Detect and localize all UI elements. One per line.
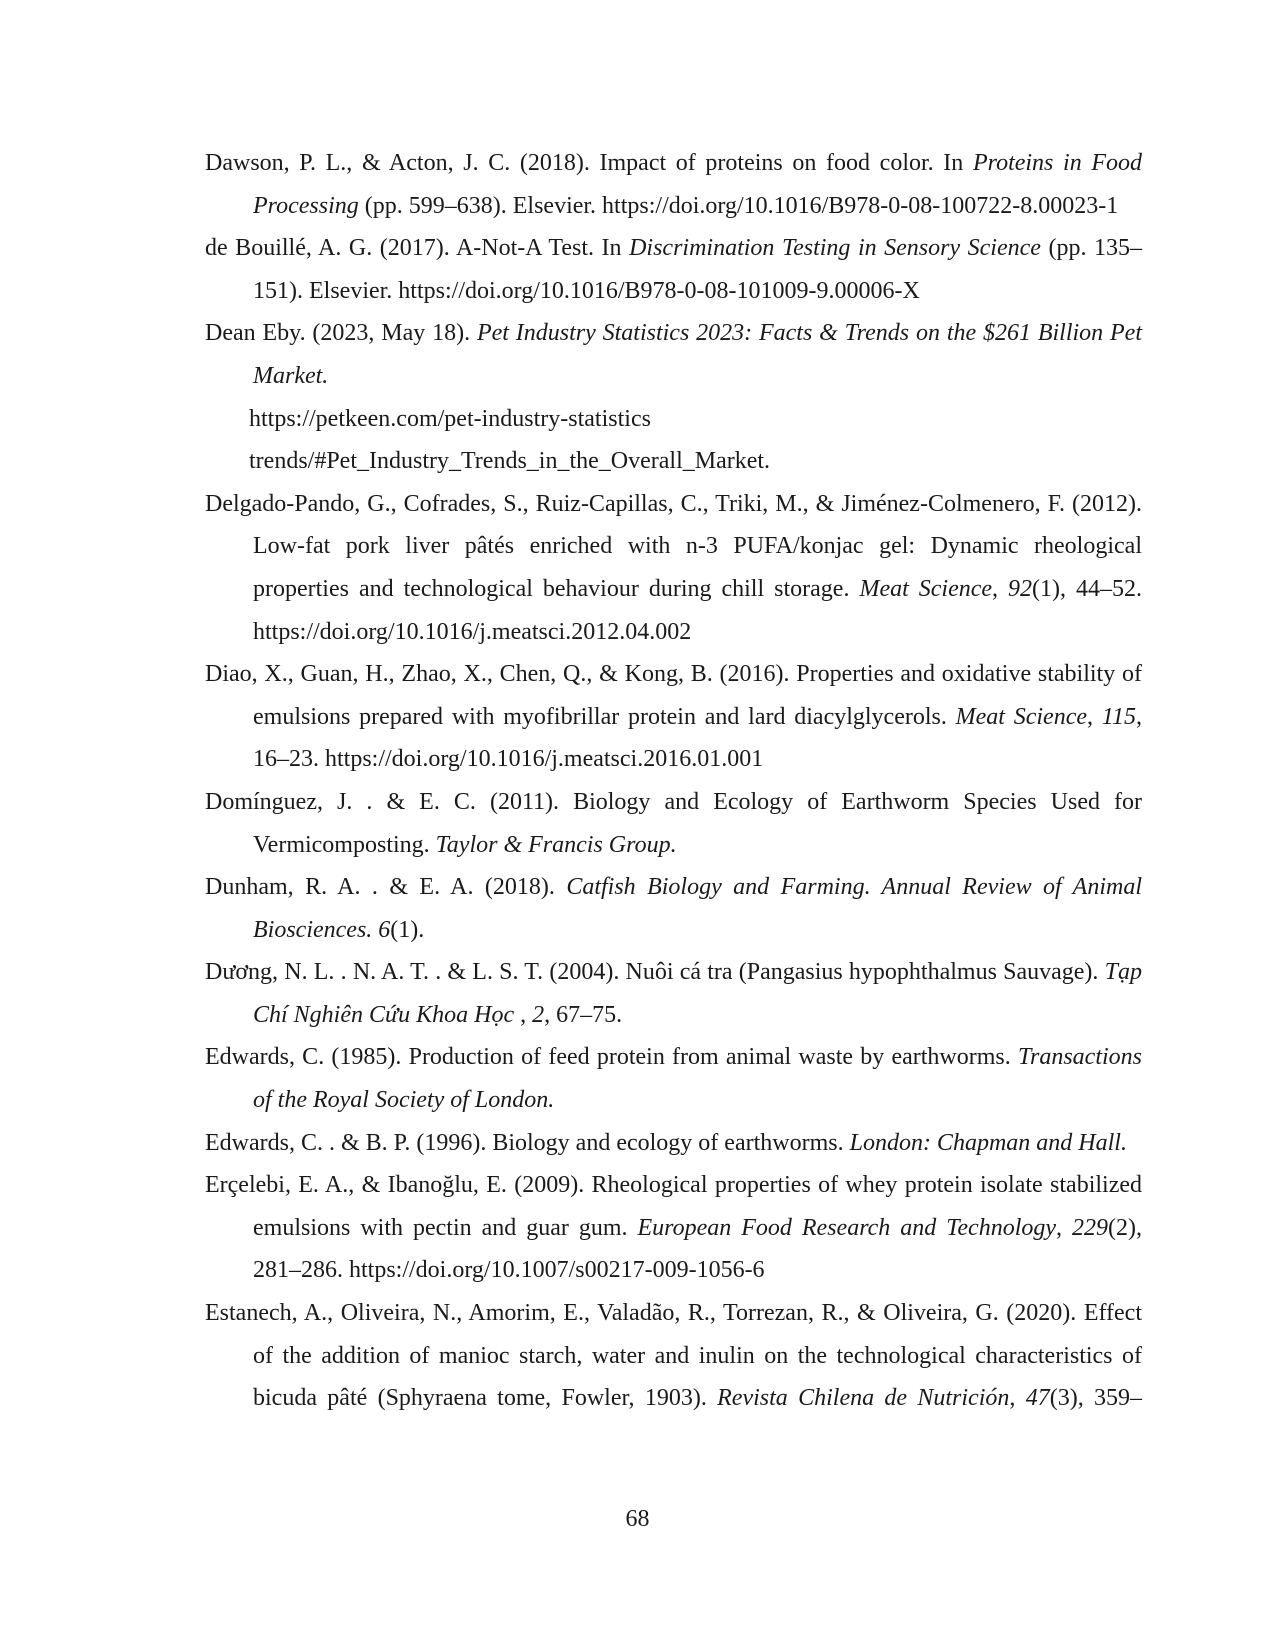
reference-text: , 67–75.	[544, 1001, 623, 1028]
reference-entry	[205, 142, 1142, 227]
reference-italic-text: Transactions of the Royal Society of London.	[253, 1044, 1142, 1114]
reference-entry	[205, 483, 1142, 653]
reference-entry	[205, 1122, 1142, 1165]
page-number: 68	[625, 1506, 650, 1532]
reference-entry	[205, 653, 1142, 781]
reference-italic-text: Tạp Chí Nghiên Cứu Khoa Học	[253, 959, 1142, 1028]
reference-italic-text: Pet Industry Statistics 2023: Facts & Trends on the $261 Billion Pet Market.	[253, 320, 1142, 389]
reference-entry	[205, 1164, 1142, 1292]
reference-italic-text: 229	[1072, 1214, 1109, 1241]
reference-text: Dương, N. L. . N. A. T. . & L. S. T. (2004). Nuôi cá tra (Pangasius hypophthalmus Sauvage).	[205, 959, 1105, 986]
reference-text: ,	[1009, 1385, 1026, 1412]
reference-text: , 16–23. https://doi.org/10.1016/j.meatsci.2016.01.001	[253, 703, 1143, 773]
reference-entry	[205, 1292, 1142, 1420]
reference-italic-text: London: Chapman and Hall.	[849, 1129, 1127, 1156]
reference-text: (3), 359–	[1049, 1385, 1143, 1412]
reference-text: (1), 44–52. https://doi.org/10.1016/j.meatsci.2012.04.002	[253, 575, 1143, 645]
reference-text: de Bouillé, A. G. (2017). A-Not-A Test. In	[205, 235, 630, 262]
reference-text: (2), 281–286. https://doi.org/10.1007/s00217-009-1056-6	[253, 1214, 1142, 1284]
reference-text: (1).	[390, 916, 425, 943]
reference-text: ,	[1087, 703, 1102, 730]
reference-italic-text: 92	[1008, 575, 1033, 602]
reference-text: Domínguez, J. . & E. C. (2011). Biology and Ecology of Earthworm Species Used for Vermicomposting.	[205, 788, 1142, 858]
reference-entry	[205, 312, 1142, 482]
reference-entry	[205, 227, 1142, 312]
reference-text: (pp. 599–638). Elsevier. https://doi.org/10.1016/B978-0-08-100722-8.00023-1	[358, 192, 1119, 219]
reference-italic-text: European Food Research and Technology	[637, 1214, 1057, 1241]
reference-text: ,	[1056, 1214, 1073, 1241]
reference-italic-text: Meat Science	[859, 575, 993, 602]
reference-italic-text: Proteins in Food Processing	[253, 150, 1143, 219]
reference-italic-text: Catfish Biology and Farming. Annual Review of Animal Biosciences. 6	[253, 874, 1142, 943]
reference-text: Edwards, C. (1985). Production of feed protein from animal waste by earthworms.	[205, 1044, 1018, 1071]
reference-url-line: trends/#Pet_Industry_Trends_in_the_Overall_Market.	[249, 448, 771, 475]
reference-italic-text: 47	[1025, 1385, 1050, 1412]
reference-text: Diao, X., Guan, H., Zhao, X., Chen, Q., & Kong, B. (2016). Properties and oxidative stability of emulsions prepared with myofibrillar protein and lard diacylglycerols.	[205, 661, 1142, 730]
reference-italic-text: Revista Chilena de Nutrición	[717, 1385, 1010, 1412]
reference-italic-text: Discrimination Testing in Sensory Science	[629, 235, 1041, 262]
reference-italic-text: Meat Science	[955, 703, 1088, 730]
reference-text: Erçelebi, E. A., & Ibanoğlu, E. (2009). Rheological properties of whey protein isolate stabilized emulsions with pectin and guar gum.	[205, 1172, 1142, 1241]
reference-italic-text: 115	[1101, 703, 1137, 730]
reference-text: Dean Eby. (2023, May 18).	[205, 320, 477, 347]
reference-text: ,	[992, 575, 1009, 602]
reference-text: Delgado-Pando, G., Cofrades, S., Ruiz-Capillas, C., Triki, M., & Jiménez-Colmenero, F. (2012). Low-fat pork liver pâtés enriched with n-3 PUFA/konjac gel: Dynamic rheological properties and technological behaviour during chill storage.	[205, 490, 1142, 602]
reference-entry	[205, 781, 1142, 866]
reference-entry	[205, 866, 1142, 951]
reference-text: Estanech, A., Oliveira, N., Amorim, E., Valadão, R., Torrezan, R., & Oliveira, G. (2020). Effect of the addition of manioc starch, water and inulin on the technological characteristics of bicuda pâté (Sphyraena tome, Fowler, 1903).	[205, 1300, 1142, 1412]
reference-url-line: https://petkeen.com/pet-industry-statistics	[249, 405, 651, 432]
reference-italic-text: Taylor & Francis Group.	[435, 831, 677, 858]
reference-text: Dunham, R. A. . & E. A. (2018).	[205, 874, 567, 901]
reference-text: Edwards, C. . & B. P. (1996). Biology and ecology of earthworms.	[205, 1129, 850, 1156]
reference-text: (pp. 135–151). Elsevier. https://doi.org/10.1016/B978-0-08-101009-9.00006-X	[253, 235, 1142, 304]
reference-list	[205, 142, 1142, 1420]
reference-entry	[205, 1036, 1142, 1121]
reference-entry	[205, 951, 1142, 1036]
reference-text: Dawson, P. L., & Acton, J. C. (2018). Impact of proteins on food color. In	[205, 150, 973, 176]
reference-italic-text: 2	[532, 1001, 545, 1028]
reference-text: ,	[514, 1001, 533, 1028]
